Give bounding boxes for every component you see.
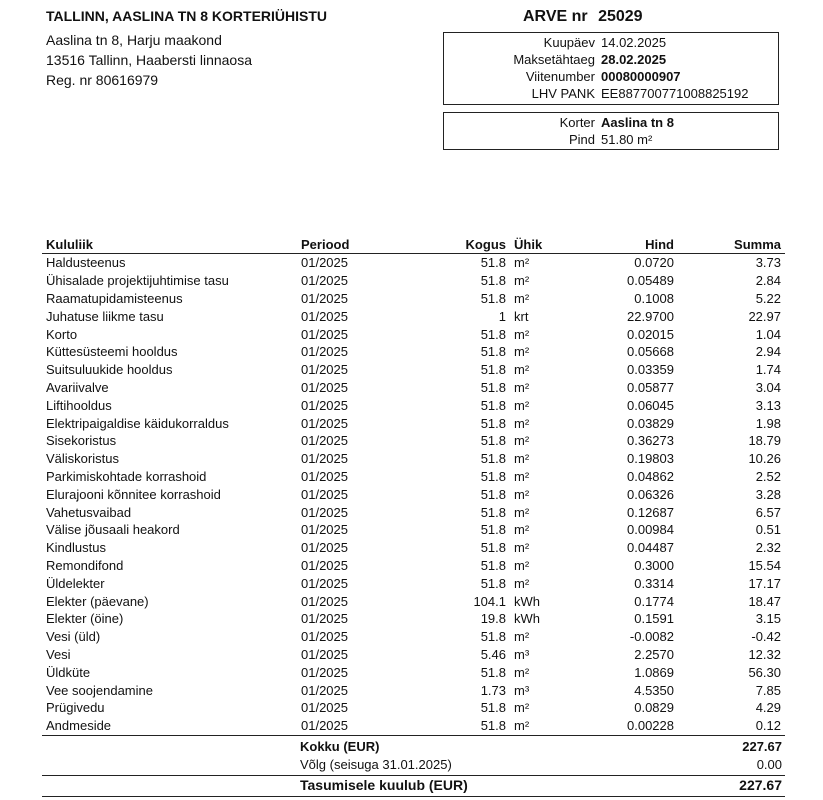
row-sum: 4.29 xyxy=(755,700,781,716)
table-row xyxy=(42,521,785,539)
row-price: 0.06326 xyxy=(627,486,674,502)
table-row xyxy=(42,307,785,325)
row-price: 0.03359 xyxy=(627,362,674,378)
row-unit: m³ xyxy=(514,682,530,698)
row-qty: 19.8 xyxy=(480,611,506,627)
row-type: Remondifond xyxy=(46,557,124,573)
table-row xyxy=(42,646,785,664)
table-row xyxy=(42,574,785,592)
row-type: Elekter (päevane) xyxy=(46,593,149,609)
row-price: 0.02015 xyxy=(627,326,674,342)
debt-value: 0.00 xyxy=(756,757,782,772)
row-sum: 17.17 xyxy=(748,575,781,591)
table-row xyxy=(42,503,785,521)
row-period: 01/2025 xyxy=(301,682,348,698)
company-address-city: 13516 Tallinn, Haabersti linnaosa xyxy=(46,52,252,68)
payable-label: Tasumisele kuulub (EUR) xyxy=(300,777,468,793)
row-sum: 7.85 xyxy=(755,682,781,698)
row-qty: 51.8 xyxy=(480,362,506,378)
invoice-date: 14.02.2025 xyxy=(601,35,667,50)
row-qty: 1 xyxy=(498,308,506,324)
row-price: -0.0082 xyxy=(629,629,674,645)
table-row xyxy=(42,557,785,575)
row-sum: 3.04 xyxy=(755,379,781,395)
row-price: 0.3000 xyxy=(634,557,674,573)
row-period: 01/2025 xyxy=(301,273,348,289)
invoice-title-label: ARVE nr xyxy=(523,8,588,25)
row-type: Ühisalade projektijuhtimise tasu xyxy=(46,273,229,289)
row-price: 0.19803 xyxy=(627,451,674,467)
row-type: Kindlustus xyxy=(46,540,106,556)
row-sum: 22.97 xyxy=(748,308,781,324)
invoice-ref-row xyxy=(444,69,778,87)
row-type: Avariivalve xyxy=(46,379,109,395)
invoice-details-box xyxy=(443,32,779,105)
row-qty: 51.8 xyxy=(480,700,506,716)
invoice-date-row xyxy=(444,35,778,53)
row-period: 01/2025 xyxy=(301,397,348,413)
row-price: 0.05877 xyxy=(627,379,674,395)
row-type: Üldelekter xyxy=(46,575,105,591)
header-unit: Ühik xyxy=(510,236,560,254)
apartment-value: Aaslina tn 8 xyxy=(601,115,674,130)
row-unit: m² xyxy=(514,433,530,449)
row-period: 01/2025 xyxy=(301,379,348,395)
total-label: Kokku (EUR) xyxy=(300,739,380,754)
row-type: Suitsuluukide hooldus xyxy=(46,362,173,378)
row-price: 0.1008 xyxy=(634,290,674,306)
row-sum: 18.47 xyxy=(748,593,781,609)
row-qty: 51.8 xyxy=(480,415,506,431)
row-period: 01/2025 xyxy=(301,468,348,484)
area-value: 51.80 m² xyxy=(601,132,653,147)
row-type: Vee soojendamine xyxy=(46,682,153,698)
row-qty: 51.8 xyxy=(480,290,506,306)
area-row xyxy=(444,132,778,150)
row-sum: 2.84 xyxy=(755,273,781,289)
row-type: Prügivedu xyxy=(46,700,105,716)
header-qty: Kogus xyxy=(417,236,510,254)
charges-table xyxy=(42,236,785,736)
company-address-street: Aaslina tn 8, Harju maakond xyxy=(46,32,222,48)
row-price: 0.3314 xyxy=(634,575,674,591)
row-unit: m³ xyxy=(514,646,530,662)
totals-divider xyxy=(42,775,785,776)
row-price: 0.12687 xyxy=(627,504,674,520)
row-type: Elektripaigaldise käidukorraldus xyxy=(46,415,229,431)
row-qty: 51.8 xyxy=(480,664,506,680)
invoice-due-date: 28.02.2025 xyxy=(601,52,667,67)
row-type: Parkimiskohtade korrashoid xyxy=(46,468,207,484)
row-price: 0.04862 xyxy=(627,468,674,484)
table-row xyxy=(42,379,785,397)
row-qty: 1.73 xyxy=(480,682,506,698)
header-sum: Summa xyxy=(678,236,785,254)
row-sum: 0.51 xyxy=(755,522,781,538)
row-unit: m² xyxy=(514,273,530,289)
row-sum: 1.98 xyxy=(755,415,781,431)
table-row xyxy=(42,414,785,432)
row-unit: kWh xyxy=(514,611,540,627)
row-qty: 51.8 xyxy=(480,629,506,645)
row-period: 01/2025 xyxy=(301,504,348,520)
row-qty: 51.8 xyxy=(480,344,506,360)
row-qty: 51.8 xyxy=(480,468,506,484)
row-qty: 51.8 xyxy=(480,379,506,395)
row-unit: m² xyxy=(514,290,530,306)
row-unit: m² xyxy=(514,557,530,573)
header-price: Hind xyxy=(560,236,678,254)
row-period: 01/2025 xyxy=(301,646,348,662)
row-sum: 2.94 xyxy=(755,344,781,360)
row-sum: 3.73 xyxy=(755,255,781,271)
apartment-box xyxy=(443,112,779,150)
row-type: Vesi (üld) xyxy=(46,629,101,645)
row-unit: m² xyxy=(514,486,530,502)
row-period: 01/2025 xyxy=(297,717,417,735)
row-period: 01/2025 xyxy=(301,433,348,449)
row-qty: 51.8 xyxy=(480,451,506,467)
row-unit: m² xyxy=(514,540,530,556)
table-row xyxy=(42,343,785,361)
row-period: 01/2025 xyxy=(301,700,348,716)
row-price: 0.05668 xyxy=(627,344,674,360)
row-type: Vahetusvaibad xyxy=(46,504,132,520)
row-type: Küttesüsteemi hooldus xyxy=(46,344,178,360)
row-qty: 51.8 xyxy=(480,504,506,520)
invoice-title xyxy=(523,8,643,26)
row-period: 01/2025 xyxy=(301,540,348,556)
invoice-ref-label: Viitenumber xyxy=(525,69,595,84)
row-price: 4.5350 xyxy=(634,682,674,698)
row-qty: 51.8 xyxy=(480,486,506,502)
row-sum: 56.30 xyxy=(748,664,781,680)
row-qty: 51.8 xyxy=(480,557,506,573)
row-qty: 51.8 xyxy=(480,575,506,591)
row-unit: m² xyxy=(514,700,530,716)
row-unit: m² xyxy=(514,379,530,395)
table-row xyxy=(42,699,785,717)
invoice-date-label: Kuupäev xyxy=(543,35,595,50)
row-type: Vesi xyxy=(46,646,71,662)
header-type: Kululiik xyxy=(42,236,297,254)
row-period: 01/2025 xyxy=(301,629,348,645)
row-unit: kWh xyxy=(514,593,540,609)
invoice-ref-number: 00080000907 xyxy=(601,69,681,84)
row-unit: m² xyxy=(514,344,530,360)
table-row xyxy=(42,610,785,628)
apartment-row xyxy=(444,115,778,133)
row-price: 0.03829 xyxy=(627,415,674,431)
table-row xyxy=(42,717,785,735)
row-price: 0.04487 xyxy=(627,540,674,556)
row-period: 01/2025 xyxy=(301,664,348,680)
row-period: 01/2025 xyxy=(301,255,348,271)
total-value: 227.67 xyxy=(742,739,782,754)
row-period: 01/2025 xyxy=(301,362,348,378)
invoice-iban: EE887700771008825192 xyxy=(601,86,749,101)
row-price: 0.00984 xyxy=(627,522,674,538)
row-price: 22.9700 xyxy=(627,308,674,324)
row-type: Raamatupidamisteenus xyxy=(46,290,183,306)
row-qty: 51.8 xyxy=(417,717,510,735)
table-row xyxy=(42,290,785,308)
row-qty: 51.8 xyxy=(480,433,506,449)
row-period: 01/2025 xyxy=(301,326,348,342)
row-sum: 12.32 xyxy=(748,646,781,662)
row-price: 0.0720 xyxy=(634,255,674,271)
debt-label: Võlg (seisuga 31.01.2025) xyxy=(300,757,452,772)
row-type: Üldküte xyxy=(46,664,91,680)
row-price: 1.0869 xyxy=(634,664,674,680)
row-price: 0.06045 xyxy=(627,397,674,413)
row-unit: m² xyxy=(510,717,560,735)
row-type: Sisekoristus xyxy=(46,433,117,449)
company-name: TALLINN, AASLINA TN 8 KORTERIÜHISTU xyxy=(46,8,328,24)
row-sum: 5.22 xyxy=(755,290,781,306)
row-qty: 51.8 xyxy=(480,540,506,556)
row-price: 0.0829 xyxy=(634,700,674,716)
table-row xyxy=(42,681,785,699)
row-qty: 51.8 xyxy=(480,326,506,342)
row-type: Korto xyxy=(46,326,78,342)
row-qty: 51.8 xyxy=(480,522,506,538)
row-unit: m² xyxy=(514,451,530,467)
table-row xyxy=(42,592,785,610)
table-row xyxy=(42,325,785,343)
row-period: 01/2025 xyxy=(301,557,348,573)
row-period: 01/2025 xyxy=(301,451,348,467)
row-period: 01/2025 xyxy=(301,611,348,627)
row-period: 01/2025 xyxy=(301,290,348,306)
row-unit: m² xyxy=(514,664,530,680)
table-row xyxy=(42,396,785,414)
row-period: 01/2025 xyxy=(301,308,348,324)
row-sum: 0.12 xyxy=(678,717,785,735)
row-sum: 1.74 xyxy=(755,362,781,378)
row-unit: m² xyxy=(514,468,530,484)
row-unit: m² xyxy=(514,326,530,342)
row-type: Välise jõusaali heakord xyxy=(46,522,180,538)
row-sum: 2.32 xyxy=(755,540,781,556)
row-qty: 51.8 xyxy=(480,255,506,271)
row-price: 0.00228 xyxy=(560,717,678,735)
row-unit: m² xyxy=(514,362,530,378)
row-qty: 5.46 xyxy=(480,646,506,662)
row-type: Elurajooni kõnnitee korrashoid xyxy=(46,486,221,502)
area-label: Pind xyxy=(568,132,595,147)
row-sum: 3.13 xyxy=(755,397,781,413)
payable-value: 227.67 xyxy=(739,777,782,793)
row-qty: 51.8 xyxy=(480,397,506,413)
row-unit: m² xyxy=(514,504,530,520)
invoice-number: 25029 xyxy=(598,8,643,25)
table-row xyxy=(42,628,785,646)
row-price: 2.2570 xyxy=(634,646,674,662)
row-unit: m² xyxy=(514,415,530,431)
row-type: Liftihooldus xyxy=(46,397,112,413)
row-sum: 6.57 xyxy=(755,504,781,520)
row-unit: m² xyxy=(514,255,530,271)
row-period: 01/2025 xyxy=(301,593,348,609)
row-sum: 3.28 xyxy=(755,486,781,502)
row-sum: 1.04 xyxy=(755,326,781,342)
row-sum: 10.26 xyxy=(748,451,781,467)
row-period: 01/2025 xyxy=(301,344,348,360)
payable-divider xyxy=(42,796,785,797)
header-period: Periood xyxy=(297,236,417,254)
company-reg-number: Reg. nr 80616979 xyxy=(46,72,159,88)
row-sum: 15.54 xyxy=(748,557,781,573)
row-sum: -0.42 xyxy=(751,629,781,645)
apartment-label: Korter xyxy=(559,115,595,130)
row-unit: m² xyxy=(514,397,530,413)
charges-table-header xyxy=(42,236,785,254)
invoice-bank-row xyxy=(444,86,778,104)
row-price: 0.36273 xyxy=(627,433,674,449)
row-sum: 18.79 xyxy=(748,433,781,449)
table-row xyxy=(42,254,785,272)
row-qty: 51.8 xyxy=(480,273,506,289)
invoice-due-row xyxy=(444,52,778,70)
row-period: 01/2025 xyxy=(301,486,348,502)
table-row xyxy=(42,450,785,468)
row-unit: m² xyxy=(514,629,530,645)
row-type: Väliskoristus xyxy=(46,451,119,467)
row-unit: m² xyxy=(514,522,530,538)
row-type: Haldusteenus xyxy=(46,255,126,271)
row-period: 01/2025 xyxy=(301,575,348,591)
table-row xyxy=(42,663,785,681)
table-row xyxy=(42,361,785,379)
invoice-due-label: Maksetähtaeg xyxy=(513,52,595,67)
row-price: 0.1591 xyxy=(634,611,674,627)
invoice-bank-label: LHV PANK xyxy=(531,86,595,101)
row-type: Elekter (öine) xyxy=(46,611,124,627)
row-period: 01/2025 xyxy=(301,415,348,431)
row-price: 0.1774 xyxy=(634,593,674,609)
row-unit: m² xyxy=(514,575,530,591)
row-period: 01/2025 xyxy=(301,522,348,538)
row-sum: 3.15 xyxy=(755,611,781,627)
table-row xyxy=(42,432,785,450)
table-row xyxy=(42,468,785,486)
row-price: 0.05489 xyxy=(627,273,674,289)
row-sum: 2.52 xyxy=(755,468,781,484)
row-unit: krt xyxy=(514,308,529,324)
row-qty: 104.1 xyxy=(473,593,506,609)
table-row xyxy=(42,539,785,557)
row-type: Juhatuse liikme tasu xyxy=(46,308,164,324)
table-row xyxy=(42,272,785,290)
row-type: Andmeside xyxy=(42,717,297,735)
table-row xyxy=(42,485,785,503)
